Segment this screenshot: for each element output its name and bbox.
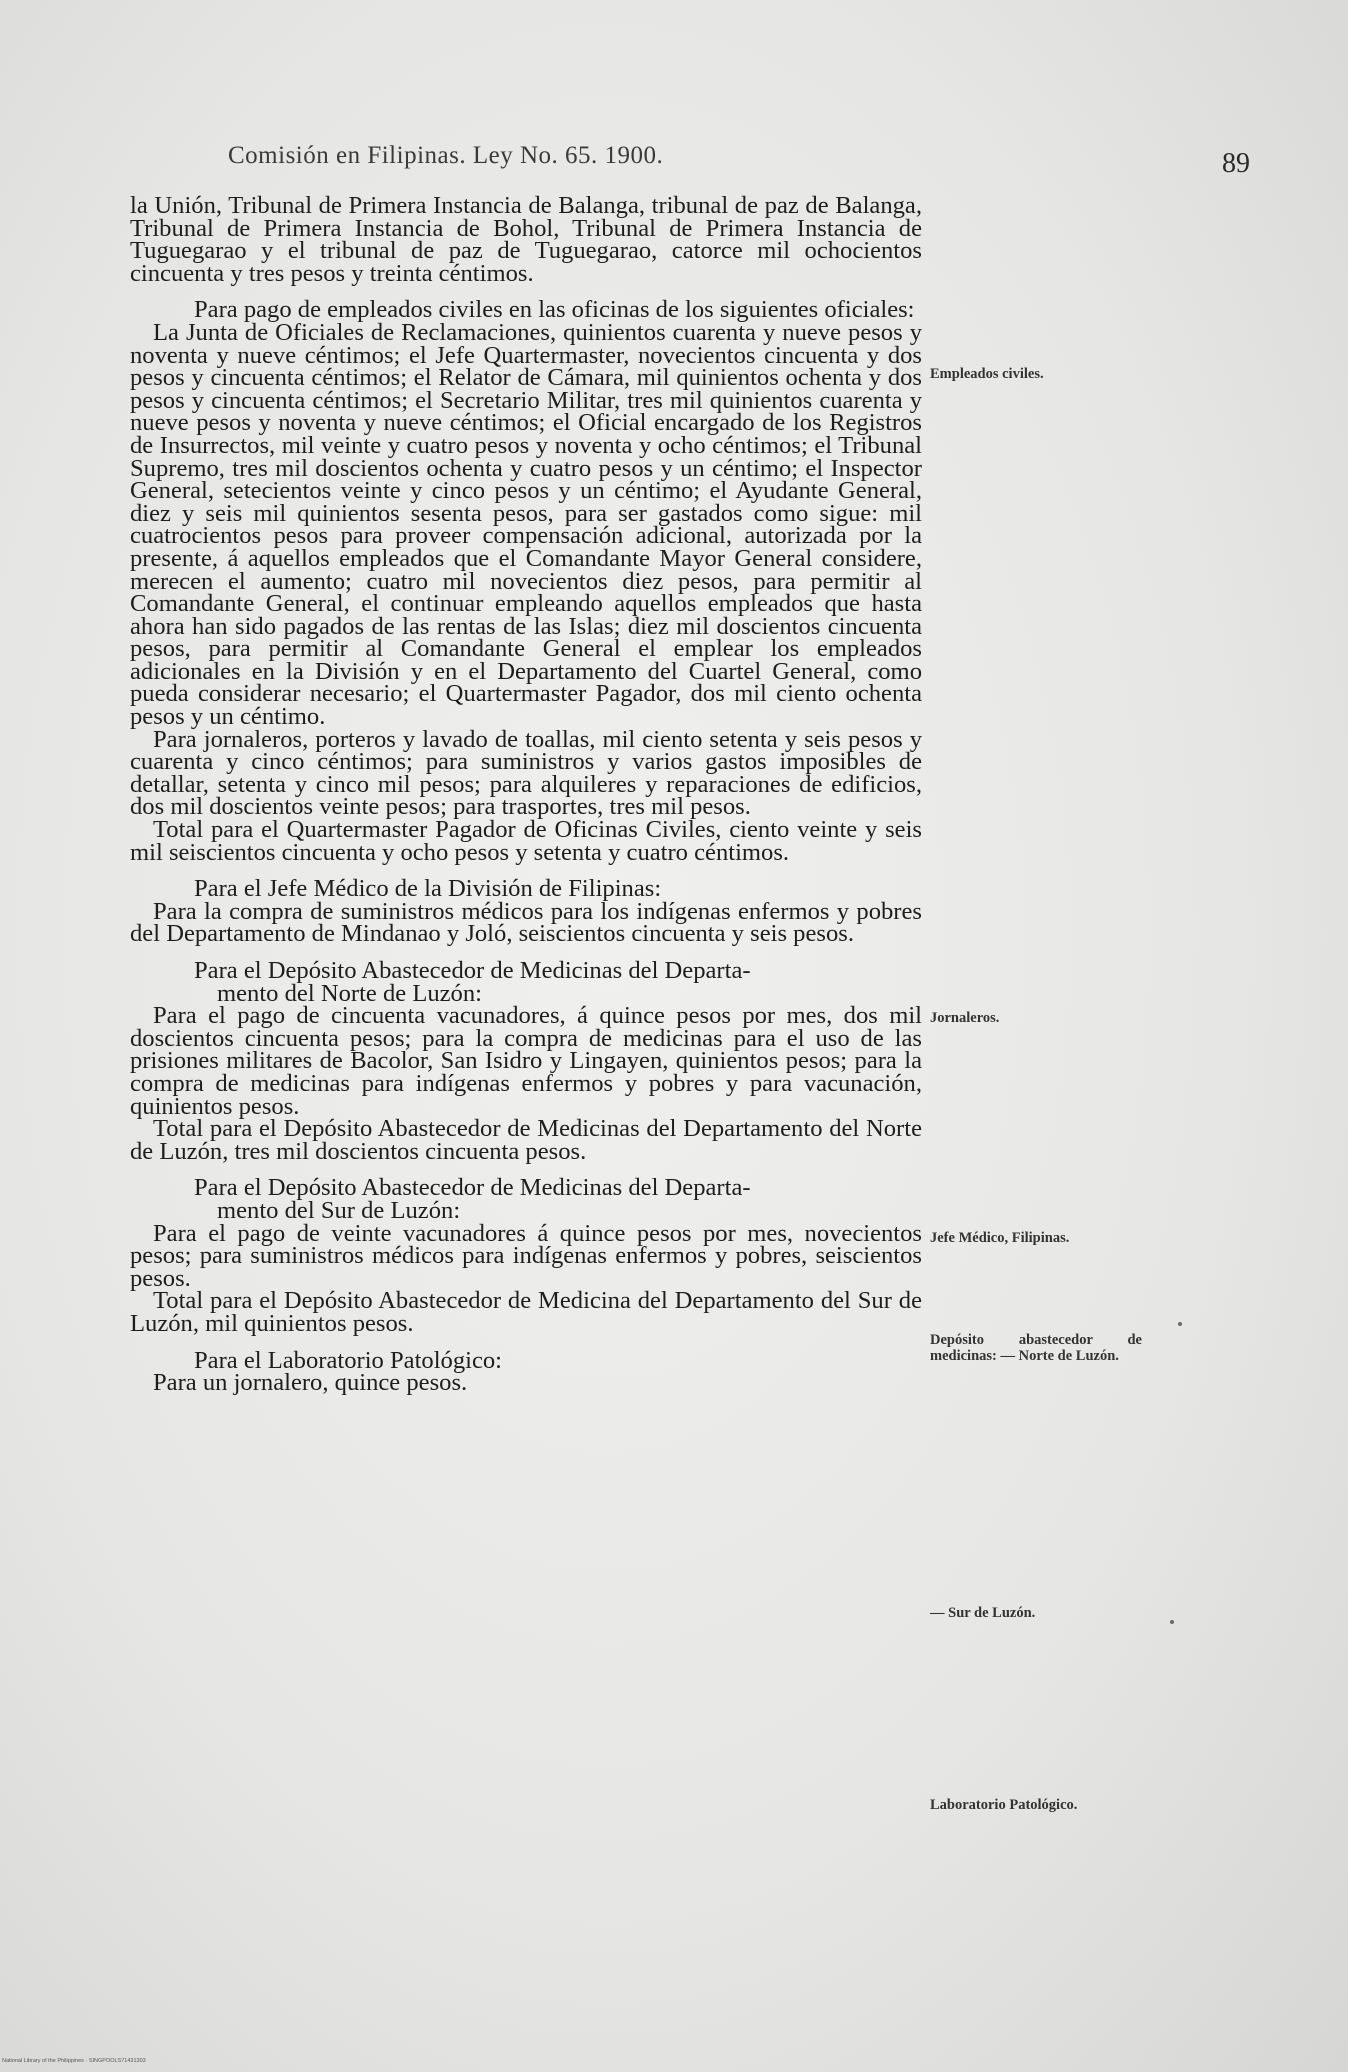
section-heading [130,957,922,1007]
paragraph: Para el pago de cincuenta vacunadores, á quince pesos por mes, dos mil doscientos cincuenta pesos; para la compra de medicinas para el uso de las prisiones militares de Bacolor, San Isidro y Lingayen, quinientos pesos; para la compra de medicinas para indígenas enfermos y pobres y para vacunación, quinientos pesos. [130,1002,922,1120]
paragraph: Total para el Quartermaster Pagador de Oficinas Civiles, ciento veinte y seis mil seiscientos cincuenta y ocho pesos y setenta y cuatro céntimos. [130,816,922,866]
margin-note: Jefe Médico, Filipinas. [930,1230,1070,1246]
margin-note: Jornaleros. [930,1010,1000,1026]
scan-footer: National Library of the Philippines · SINGPOOLS71431303 [2,2058,146,2064]
paragraph: Total para el Depósito Abastecedor de Medicinas del Departamento del Norte de Luzón, tres mil doscientos cincuenta pesos. [130,1115,922,1165]
margin-note: Empleados civiles. [930,366,1044,382]
scan-speck [1178,1322,1182,1326]
margin-note: Depósito abastecedor de medicinas: — Norte de Luzón. [930,1332,1142,1364]
section-heading [130,1174,922,1224]
section-heading: Para el Laboratorio Patológico: [194,1346,503,1374]
heading-line: Para el Depósito Abastecedor de Medicinas del Departa- [194,1174,751,1202]
paragraph: La Junta de Oficiales de Reclamaciones, quinientos cuarenta y nueve pesos y noventa y nueve céntimos; el Jefe Quartermaster, novecientos cincuenta y dos pesos y cincuenta céntimos; el Relator de Cámara, mil quinientos ochenta y dos pesos y cincuenta céntimos; el Secretario Militar, tres mil quinientos cuarenta y nueve pesos y noventa y nueve céntimos; el Oficial encargado de los Registros de Insurrectos, mil veinte y cuatro pesos y noventa y ocho céntimos; el Tribunal Supremo, tres mil doscientos ochenta y cuatro pesos y un céntimo; el Inspector General, setecientos veinte y cinco pesos y un céntimo; el Ayudante General, diez y seis mil quinientos sesenta pesos, para ser gastados como sigue: mil cuatrocientos pesos para proveer compensación adicional, autorizada por la presente, á aquellos empleados que el Comandante Mayor General considere, merecen el aumento; cuatro mil novecientos diez pesos, para permitir al Comandante General, el continuar empleando aquellos empleados que hasta ahora han sido pagados de las rentas de las Islas; diez mil doscientos cincuenta pesos, para permitir al Comandante General el emplear los empleados adicionales en la División y en el Departamento del Cuartel General, como pueda considerar necesario; el Quartermaster Pagador, dos mil ciento ochenta pesos y un céntimo. [130,318,922,731]
heading-line: mento del Sur de Luzón: [217,1196,461,1224]
margin-note: Laboratorio Patológico. [930,1797,1078,1813]
section-heading: Para el Jefe Médico de la División de Filipinas: [194,875,662,903]
body-text [130,192,922,1397]
paragraph: Total para el Depósito Abastecedor de Medicina del Departamento del Sur de Luzón, mil quinientos pesos. [130,1287,922,1337]
paragraph: la Unión, Tribunal de Primera Instancia de Balanga, tribunal de paz de Balanga, Tribunal de Primera Instancia de Bohol, Tribunal de Primera Instancia de Tuguegarao y el tribunal de paz de Tuguegarao, catorce mil ochocientos cincuenta y tres pesos y treinta céntimos. [130,192,922,287]
paragraph: Para jornaleros, porteros y lavado de toallas, mil ciento setenta y seis pesos y cuarenta y cinco céntimos; para suministros y varios gastos imposibles de detallar, setenta y cinco mil pesos; para alquileres y reparaciones de edificios, dos mil doscientos veinte pesos; para trasportes, tres mil pesos. [130,725,922,821]
margin-note: — Sur de Luzón. [930,1605,1036,1621]
heading-line: Para el Depósito Abastecedor de Medicinas del Departa- [194,957,751,984]
paragraph: Para el pago de veinte vacunadores á quince pesos por mes, novecientos pesos; para suministros médicos para indígenas enfermos y pobres, seiscientos pesos. [130,1219,922,1292]
page-number: 89 [1222,148,1250,179]
paragraph: Para la compra de suministros médicos para los indígenas enfermos y pobres del Departamento de Mindanao y Joló, seiscientos cincuenta y seis pesos. [130,897,922,948]
running-header: Comisión en Filipinas. Ley No. 65. 1900. [228,142,664,169]
scan-speck [1170,1620,1174,1624]
heading-line: mento del Norte de Luzón: [217,979,482,1007]
section-heading: Para pago de empleados civiles en las oficinas de los siguientes oficiales: [194,296,915,324]
paragraph: Para un jornalero, quince pesos. [153,1369,468,1397]
